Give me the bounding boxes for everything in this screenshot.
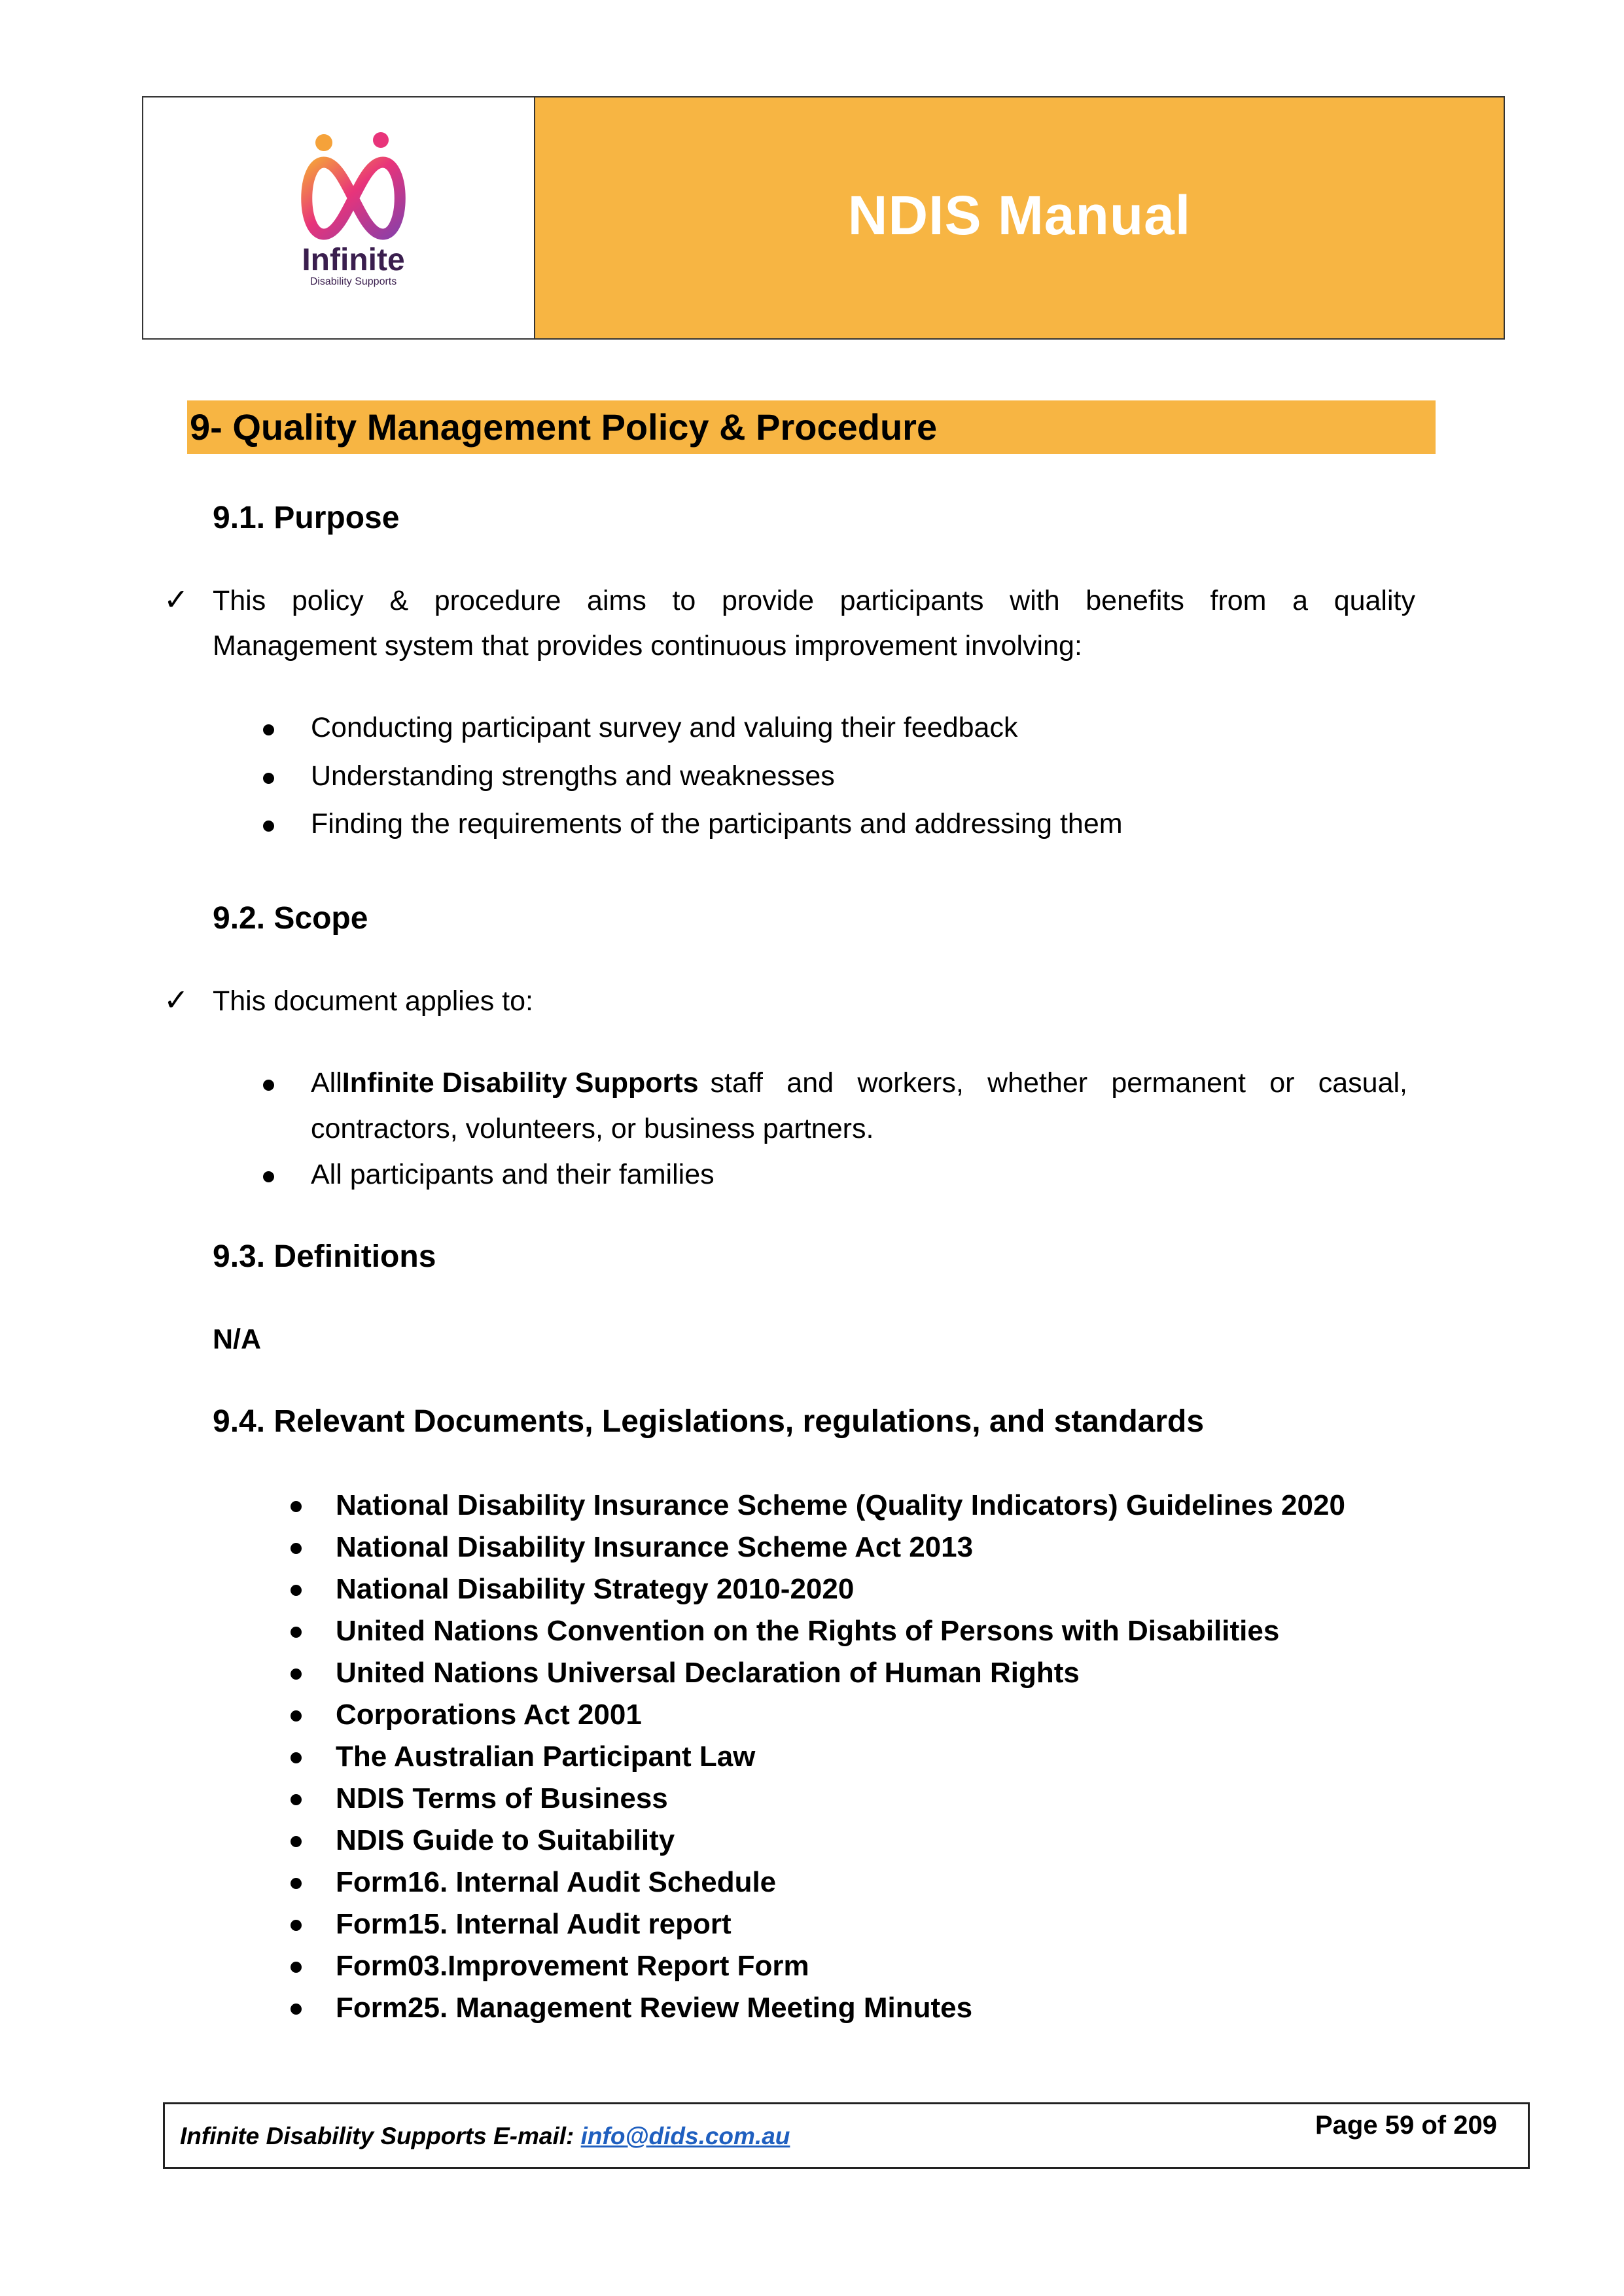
list-item: United Nations Convention on the Rights of Persons with Disabilities (336, 1615, 1280, 1647)
list-item: Corporations Act 2001 (336, 1699, 642, 1731)
checkmark-icon: ✓ (164, 582, 189, 616)
definitions-value: N/A (213, 1324, 262, 1355)
bullet-icon (263, 821, 274, 832)
purpose-text-line1: This policy & procedure aims to provide participants with benefits from a quality (213, 585, 1415, 616)
bullet-icon (291, 1501, 302, 1512)
list-item: Form25. Management Review Meeting Minutes (336, 1992, 973, 2024)
bullet-icon (291, 1543, 302, 1554)
list-item: Form15. Internal Audit report (336, 1908, 732, 1940)
relevant-heading: 9.4. Relevant Documents, Legislations, regulations, and standards (213, 1404, 1205, 1439)
list-item: Form03.Improvement Report Form (336, 1950, 809, 1982)
list-item: Finding the requirements of the participants and addressing them (311, 808, 1123, 839)
list-item: NDIS Guide to Suitability (336, 1824, 675, 1856)
bullet-icon (291, 1669, 302, 1680)
scope-bullet-1 (311, 1069, 1407, 1097)
scope-bullet-1-prefix: All (311, 1067, 342, 1099)
list-item: National Disability Insurance Scheme Act 2013 (336, 1531, 974, 1563)
bullet-icon (291, 1836, 302, 1847)
bullet-icon (263, 724, 274, 735)
infinity-logo-icon (288, 131, 419, 245)
bullet-icon (291, 1710, 302, 1722)
section-title: 9- Quality Management Policy & Procedure (187, 400, 1436, 454)
bullet-icon (291, 1920, 302, 1931)
list-item: Form16. Internal Audit Schedule (336, 1866, 777, 1898)
scope-intro: This document applies to: (213, 985, 533, 1017)
page-number: Page 59 of 209 (1315, 2111, 1497, 2140)
definitions-heading: 9.3. Definitions (213, 1239, 436, 1274)
purpose-heading: 9.1. Purpose (213, 501, 400, 535)
bullet-icon (263, 773, 274, 784)
bullet-icon (291, 1752, 302, 1763)
list-item: NDIS Terms of Business (336, 1782, 668, 1814)
list-item: The Australian Participant Law (336, 1740, 756, 1773)
scope-bullet-1-line2: contractors, volunteers, or business partners. (311, 1113, 874, 1144)
company-name: Infinite Disability Supports (342, 1067, 699, 1099)
checkmark-icon: ✓ (164, 983, 189, 1017)
bullet-icon (291, 2004, 302, 2015)
bullet-icon (291, 1627, 302, 1638)
scope-bullet-1-rest: staff and workers, whether permanent or casual, (710, 1067, 1407, 1099)
bullet-icon (291, 1585, 302, 1596)
header-title-box (535, 96, 1505, 340)
footer-company-text: Infinite Disability Supports E-mail: (180, 2123, 574, 2149)
header-title: NDIS Manual (847, 184, 1192, 246)
list-item: Conducting participant survey and valuing their feedback (311, 712, 1018, 743)
list-item: All participants and their families (311, 1159, 715, 1190)
bullet-icon (291, 1878, 302, 1889)
list-item: National Disability Strategy 2010-2020 (336, 1573, 855, 1605)
list-item: United Nations Universal Declaration of Human Rights (336, 1657, 1080, 1689)
purpose-text-line2: Management system that provides continuous improvement involving: (213, 630, 1082, 662)
bullet-icon (291, 1794, 302, 1805)
bullet-icon (263, 1171, 274, 1182)
bullet-icon (291, 1962, 302, 1973)
footer-email-link[interactable]: info@dids.com.au (580, 2123, 790, 2149)
bullet-icon (263, 1080, 274, 1091)
logo-name: Infinite (302, 243, 405, 277)
footer-left (180, 2124, 790, 2148)
logo-subtitle: Disability Supports (309, 276, 397, 287)
scope-heading: 9.2. Scope (213, 901, 368, 936)
list-item: Understanding strengths and weaknesses (311, 760, 835, 792)
list-item: National Disability Insurance Scheme (Quality Indicators) Guidelines 2020 (336, 1489, 1345, 1521)
